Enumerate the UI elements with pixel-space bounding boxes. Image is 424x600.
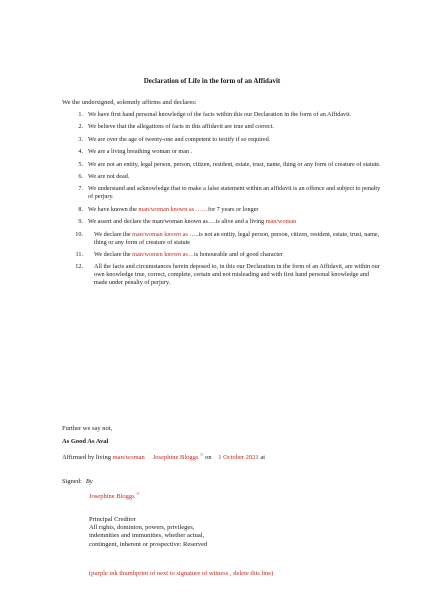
item-text-part: for 7 years or longer xyxy=(207,205,259,213)
further-statement: Further we say not, xyxy=(62,425,113,432)
creditor-block xyxy=(89,516,207,549)
item-highlight: man/women known as… xyxy=(132,250,195,258)
item-text xyxy=(88,206,382,214)
declaration-item xyxy=(62,161,382,169)
creditor-line: indemnities and immunities, whether actual, xyxy=(89,532,205,540)
item-highlight: man/woman known as xyxy=(132,230,188,238)
item-text: We understand and acknowledge that to make a false statement within an affidavit is an offence and subject to penalty of perjury. xyxy=(88,185,381,201)
signed-by: By xyxy=(85,478,93,485)
declaration-item xyxy=(62,148,382,156)
declaration-item xyxy=(62,231,382,247)
signer-copyright: © xyxy=(136,491,140,496)
item-number: 1. xyxy=(78,111,83,118)
item-text xyxy=(94,251,382,259)
creditor-line: contingent, inherent or prospective: Reserved xyxy=(89,540,208,548)
thumbprint-note: (purple ink thumbprint of next to signature of witness , delete this line) xyxy=(89,570,274,577)
affirmed-gender: man/woman xyxy=(112,454,145,461)
affirmed-name: Josephine Bloggs xyxy=(152,454,199,461)
declaration-item xyxy=(62,218,382,226)
intro-statement: We the undersigned, solemnly affirms and declares: xyxy=(62,99,197,106)
item-number: 11. xyxy=(75,250,83,258)
affirmed-copyright: © xyxy=(200,452,204,457)
signed-line xyxy=(62,478,93,486)
declaration-item xyxy=(62,123,382,131)
creditor-line: All rights, dominion, powers, privileges, xyxy=(89,524,195,532)
affirmed-date: 1 October 2021 xyxy=(218,454,259,461)
item-text: We have first hand personal knowledge of the facts within this our Declaration in the form of an Affidavit. xyxy=(88,111,352,118)
signer-name-line xyxy=(89,490,140,501)
item-text xyxy=(88,218,382,226)
item-number: 3. xyxy=(78,135,83,143)
item-text-part: We declare the xyxy=(94,230,133,238)
declaration-item xyxy=(62,185,382,201)
item-number: 7. xyxy=(78,185,83,193)
creditor-title: Principal Creditor xyxy=(89,516,136,523)
item-number: 10. xyxy=(75,230,83,238)
document-title: Declaration of Life in the form of an Affidavit xyxy=(143,77,281,85)
item-text-part: is honourable and of good character xyxy=(194,250,283,258)
declaration-item xyxy=(62,251,382,259)
item-text-part: We have known the xyxy=(88,205,139,213)
item-text: We are not dead. xyxy=(88,172,130,180)
item-text xyxy=(94,231,382,247)
item-text: We believe that the allegations of facts in this affidavit are true and correct. xyxy=(88,123,274,131)
signed-label: Signed: xyxy=(62,478,82,485)
declaration-item xyxy=(62,206,382,214)
item-number: 6. xyxy=(78,172,83,180)
declaration-item xyxy=(62,136,382,144)
item-text: We are not an entity, legal person, person, citizen, resident, estate, trust, name, thing or any form of creature of statute. xyxy=(88,160,381,168)
declaration-item xyxy=(62,263,382,287)
item-text-part: We declare the xyxy=(94,250,133,258)
item-text-part: …..is not an entity, legal person, person, citizen, resident, estate, trust, name, thing or any form of creature of statute xyxy=(94,230,380,246)
item-text-part: We assert and declare the man/woman known as….is alive and a living xyxy=(88,218,266,226)
item-highlight: man/woman known as …… xyxy=(138,205,208,213)
declaration-list xyxy=(62,111,382,292)
affirmed-line xyxy=(62,451,265,462)
affirmed-prefix: Affirmed by living xyxy=(62,454,113,461)
item-number: 4. xyxy=(78,148,83,156)
affirmed-on: on xyxy=(203,454,214,461)
aval-statement: As Good As Aval xyxy=(62,438,109,445)
item-text: We are a living breathing woman or man . xyxy=(88,148,193,156)
item-number: 12. xyxy=(75,263,83,271)
affirmed-suffix: at xyxy=(258,454,266,461)
declaration-item xyxy=(62,173,382,181)
item-text: All the facts and circumstances herein deposed to, in this our Declaration in the form of an Affidavit, are within our own knowledge true, correct, complete, certain and not misleading and with first hand personal knowledge and made under penalty of perjury. xyxy=(94,263,380,287)
item-number: 9. xyxy=(78,218,83,226)
item-number: 2. xyxy=(78,123,83,131)
declaration-item xyxy=(62,111,382,119)
item-number: 5. xyxy=(78,160,83,168)
item-text: We are over the age of twenty-one and competent to testify if so required. xyxy=(88,135,271,143)
item-highlight: man/woman xyxy=(265,218,297,226)
signer-name: Josephine Bloggs xyxy=(89,493,135,500)
item-number: 8. xyxy=(78,205,83,213)
